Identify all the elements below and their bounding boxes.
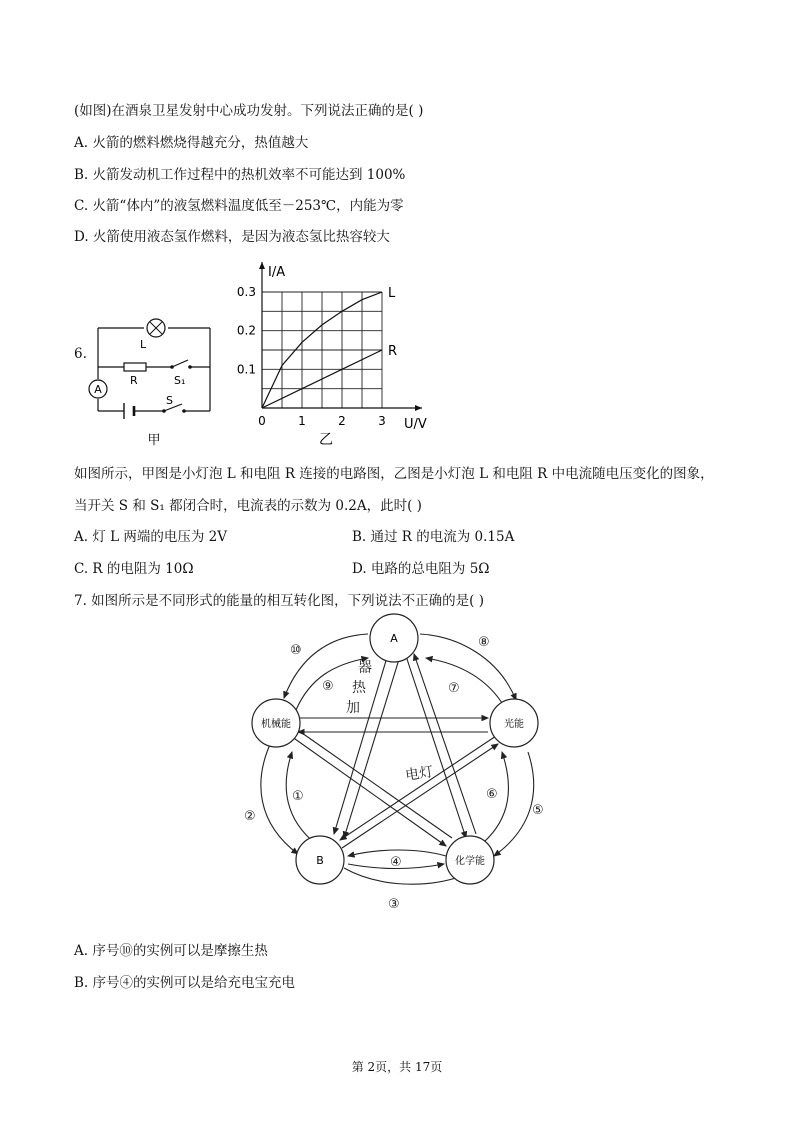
label-1: ① — [292, 789, 304, 804]
y-tick-label: 0.1 — [236, 362, 256, 377]
q7-option-a: A. 序号⑩的实例可以是摩擦生热 — [74, 943, 268, 959]
label-5: ⑤ — [532, 803, 544, 818]
y-tick-label: 0.3 — [236, 285, 256, 299]
label-4: ④ — [390, 855, 402, 870]
heater-char-1: 器 — [358, 660, 372, 676]
lamp-label: L — [140, 338, 147, 351]
lamp-icon — [147, 319, 165, 337]
q5-option-b: B. 火箭发动机工作过程中的热机效率不可能达到 100% — [74, 167, 406, 183]
q6-stem-line2: 当开关 S 和 S₁ 都闭合时，电流表的示数为 0.2A，此时( ) — [74, 498, 422, 514]
graph-axes — [259, 262, 427, 432]
heater-char-3: 加 — [346, 700, 360, 716]
y-tick-label: 0.2 — [236, 323, 256, 338]
graph-grid — [262, 292, 382, 408]
x-axis-label: U/V — [404, 417, 427, 432]
q6-option-a: A. 灯 L 两端的电压为 2V — [74, 529, 228, 545]
label-6: ⑥ — [486, 787, 498, 802]
node-light-label: 光能 — [504, 719, 524, 730]
x-tick-label: 1 — [298, 414, 306, 428]
node-b — [296, 836, 344, 884]
label-2: ② — [244, 809, 256, 824]
ammeter-label: A — [94, 383, 102, 396]
q5-stem: (如图)在酒泉卫星发射中心成功发射。下列说法正确的是( ) — [74, 103, 424, 119]
x-tick-label: 3 — [378, 414, 386, 428]
lamp-text: 电灯 — [404, 764, 435, 784]
q6-number: 6. — [74, 346, 87, 362]
heater-char-2: 热 — [352, 680, 366, 696]
node-a — [370, 614, 418, 662]
node-chemical-label: 化学能 — [455, 856, 485, 867]
node-a-label: A — [390, 632, 398, 645]
page-footer: 第 2页，共 17页 — [351, 1060, 443, 1074]
graph-caption: 乙 — [319, 432, 333, 448]
resistor-icon — [124, 363, 146, 371]
x-tick-label: 0 — [258, 414, 266, 428]
q5-option-d: D. 火箭使用液态氢作燃料，是因为液态氢比热容较大 — [74, 229, 390, 245]
circuit-diagram — [84, 310, 224, 450]
node-light — [490, 699, 538, 747]
q7-option-b: B. 序号④的实例可以是给充电宝充电 — [74, 975, 296, 991]
node-mechanical — [252, 699, 300, 747]
y-axis-arrow — [259, 262, 265, 269]
q5-option-c: C. 火箭“体内”的液氢燃料温度低至－253℃，内能为零 — [74, 198, 404, 214]
q5-option-a: A. 火箭的燃料燃烧得越充分，热值越大 — [74, 135, 309, 151]
series-r-label: R — [388, 344, 398, 359]
energy-diagram — [230, 612, 570, 912]
q6-option-b: B. 通过 R 的电流为 0.15A — [352, 529, 515, 545]
node-mechanical-label: 机械能 — [261, 719, 291, 730]
label-8: ⑧ — [478, 635, 490, 650]
label-3: ③ — [388, 897, 400, 912]
resistor-label: R — [130, 374, 138, 387]
label-10: ⑩ — [290, 643, 302, 658]
node-b-label: B — [316, 854, 324, 867]
q6-option-d: D. 电路的总电阻为 5Ω — [352, 561, 490, 577]
x-axis-arrow — [415, 405, 422, 411]
switch-label: S — [166, 394, 173, 407]
iv-graph — [230, 258, 440, 450]
q7-stem: 7. 如图所示是不同形式的能量的相互转化图，下列说法不正确的是( ) — [74, 593, 484, 609]
series-l-label: L — [388, 286, 396, 301]
label-9: ⑨ — [322, 679, 334, 694]
q6-stem-line1: 如图所示，甲图是小灯泡 L 和电阻 R 连接的电路图，乙图是小灯泡 L 和电阻 R 中电流随电压变化的图象， — [74, 466, 714, 482]
battery-icon — [124, 403, 134, 419]
node-chemical — [446, 836, 494, 884]
label-7: ⑦ — [448, 681, 460, 696]
ammeter-icon — [89, 380, 107, 398]
circuit-caption: 甲 — [147, 433, 161, 448]
y-axis-label: I/A — [268, 265, 286, 280]
x-tick-label: 2 — [338, 414, 346, 428]
q6-option-c: C. R 的电阻为 10Ω — [74, 561, 194, 577]
switch1-label: S₁ — [174, 374, 186, 387]
